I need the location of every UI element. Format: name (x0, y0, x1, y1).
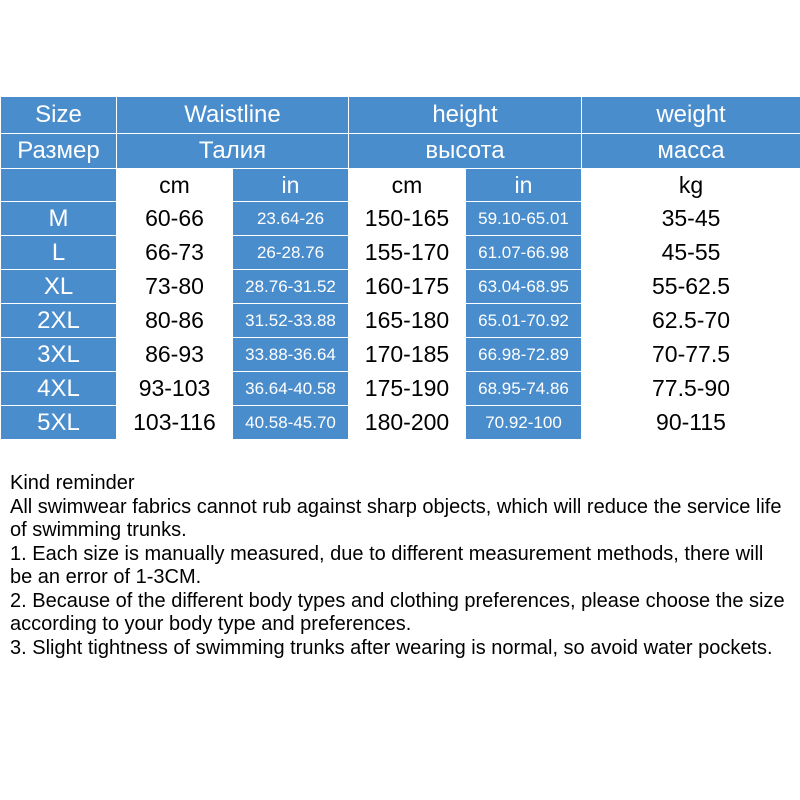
unit-height-in: in (466, 169, 582, 202)
unit-height-cm: cm (349, 169, 466, 202)
table-row (1, 372, 800, 406)
notes-title: Kind reminder (10, 472, 135, 494)
row-size: 5XL (1, 406, 117, 440)
row-waist-cm: 80-86 (117, 304, 233, 338)
row-size: XL (1, 270, 117, 304)
row-weight: 90-115 (582, 406, 800, 440)
row-waist-in: 23.64-26 (233, 202, 349, 236)
table-row (1, 406, 800, 440)
row-height-cm: 150-165 (349, 202, 466, 236)
row-height-cm: 170-185 (349, 338, 466, 372)
header-waistline-ru: Талия (117, 134, 349, 169)
row-height-in: 61.07-66.98 (466, 236, 582, 270)
row-height-cm: 165-180 (349, 304, 466, 338)
row-height-in: 68.95-74.86 (466, 372, 582, 406)
row-height-in: 59.10-65.01 (466, 202, 582, 236)
table-row (1, 236, 800, 270)
row-height-in: 63.04-68.95 (466, 270, 582, 304)
table-row (1, 202, 800, 236)
unit-corner-cell (1, 169, 117, 202)
row-height-cm: 180-200 (349, 406, 466, 440)
notes-intro: All swimwear fabrics cannot rub against sharp objects, which will reduce the service life of swimming trunks. (10, 495, 782, 541)
header-size-ru: Размер (1, 134, 117, 169)
row-weight: 55-62.5 (582, 270, 800, 304)
header-weight: weight (582, 97, 800, 134)
row-waist-in: 28.76-31.52 (233, 270, 349, 304)
unit-row (1, 169, 800, 202)
row-height-in: 65.01-70.92 (466, 304, 582, 338)
row-waist-in: 36.64-40.58 (233, 372, 349, 406)
row-size: 3XL (1, 338, 117, 372)
row-weight: 62.5-70 (582, 304, 800, 338)
row-weight: 77.5-90 (582, 372, 800, 406)
table-row (1, 304, 800, 338)
notes-item-1: 1. Each size is manually measured, due to different measurement methods, there will be an error of 1-3CM. (10, 542, 764, 588)
row-height-cm: 160-175 (349, 270, 466, 304)
header-row-english (1, 97, 800, 134)
notes-item-2: 2. Because of the different body types and clothing preferences, please choose the size according to your body type and preferences. (10, 589, 785, 635)
row-waist-in: 40.58-45.70 (233, 406, 349, 440)
size-notes (10, 472, 790, 660)
row-waist-in: 33.88-36.64 (233, 338, 349, 372)
header-height: height (349, 97, 582, 134)
row-weight: 45-55 (582, 236, 800, 270)
unit-waist-in: in (233, 169, 349, 202)
row-height-cm: 155-170 (349, 236, 466, 270)
row-waist-cm: 86-93 (117, 338, 233, 372)
row-waist-cm: 73-80 (117, 270, 233, 304)
row-weight: 70-77.5 (582, 338, 800, 372)
header-size: Size (1, 97, 117, 134)
notes-item-3: 3. Slight tightness of swimming trunks after wearing is normal, so avoid water pockets. (10, 636, 773, 659)
row-waist-in: 31.52-33.88 (233, 304, 349, 338)
row-waist-in: 26-28.76 (233, 236, 349, 270)
row-waist-cm: 60-66 (117, 202, 233, 236)
table-row (1, 270, 800, 304)
row-height-in: 66.98-72.89 (466, 338, 582, 372)
table-row (1, 338, 800, 372)
unit-waist-cm: cm (117, 169, 233, 202)
row-height-cm: 175-190 (349, 372, 466, 406)
row-size: 4XL (1, 372, 117, 406)
row-weight: 35-45 (582, 202, 800, 236)
size-chart-table (0, 96, 800, 440)
row-size: M (1, 202, 117, 236)
header-height-ru: высота (349, 134, 582, 169)
header-weight-ru: масса (582, 134, 800, 169)
header-waistline: Waistline (117, 97, 349, 134)
row-waist-cm: 93-103 (117, 372, 233, 406)
row-waist-cm: 103-116 (117, 406, 233, 440)
row-height-in: 70.92-100 (466, 406, 582, 440)
row-size: 2XL (1, 304, 117, 338)
unit-weight-kg: kg (582, 169, 800, 202)
header-row-russian (1, 134, 800, 169)
row-waist-cm: 66-73 (117, 236, 233, 270)
row-size: L (1, 236, 117, 270)
